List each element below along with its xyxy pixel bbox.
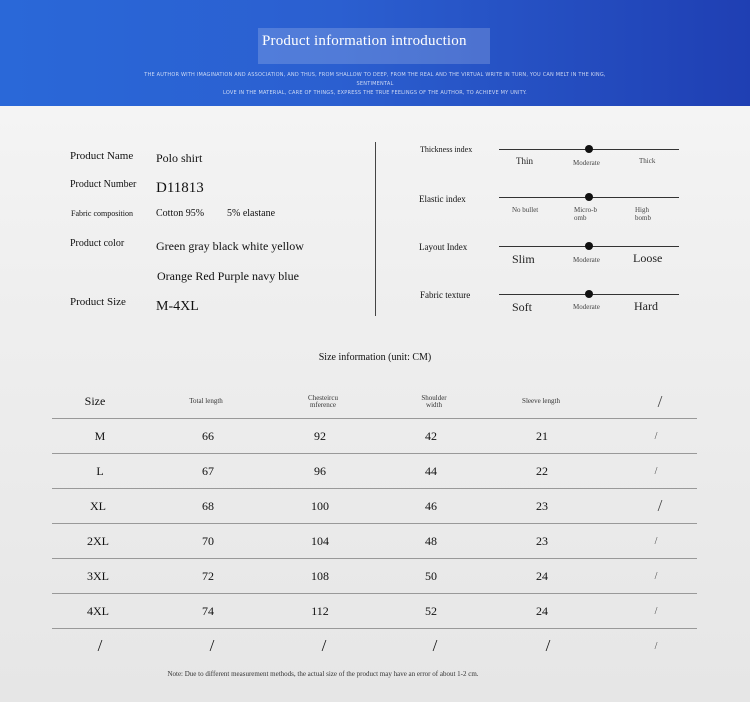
table-cell: 72 [202, 568, 214, 583]
table-cell: 2XL [87, 533, 109, 548]
table-cell: 92 [314, 428, 326, 443]
index-option: Thick [639, 157, 656, 165]
table-cell: 67 [202, 463, 214, 478]
measurement-note: Note: Due to different measurement methods, the actual size of the product may have an error of about 1-2 cm. [167, 670, 479, 678]
table-cell: 24 [536, 568, 548, 583]
table-cell: / [654, 605, 658, 617]
product-number-label: Product Number [70, 179, 137, 190]
table-cell: 112 [311, 603, 329, 618]
table-cell: 66 [202, 428, 214, 443]
table-row [52, 594, 697, 629]
table-cell: 23 [536, 533, 548, 548]
index-option: High bomb [635, 206, 651, 222]
table-cell: 42 [425, 428, 437, 443]
product-size-label: Product Size [70, 296, 126, 308]
table-cell: 52 [425, 603, 437, 618]
index-option: Micro-b omb [574, 206, 597, 222]
table-cell: / [657, 496, 663, 515]
index-knob [585, 145, 593, 153]
table-cell: / [654, 535, 658, 547]
table-cell: 4XL [87, 603, 109, 618]
table-cell: 48 [425, 533, 437, 548]
index-option: Slim [512, 252, 535, 266]
index-option: No bullet [512, 206, 539, 214]
table-cell: 108 [311, 568, 329, 583]
table-cell: 68 [202, 498, 214, 513]
table-cell: M [94, 428, 106, 443]
index-knob [585, 242, 593, 250]
index-label: Thickness index [420, 145, 473, 154]
index-option: Thin [516, 156, 533, 166]
table-row [52, 524, 697, 559]
table-cell: 74 [202, 603, 214, 618]
table-header-cell: Chesteircu mference [308, 393, 338, 409]
table-header-cell: Shoulder width [421, 393, 447, 409]
product-size-value: M-4XL [156, 299, 199, 314]
section-divider [375, 142, 376, 316]
table-header-cell: / [657, 391, 663, 411]
table-cell: 44 [425, 463, 437, 478]
table-row [52, 419, 697, 454]
table-cell: 3XL [87, 568, 109, 583]
table-cell: 96 [314, 463, 326, 478]
index-knob [585, 193, 593, 201]
table-cell: / [209, 636, 215, 655]
index-option: Moderate [573, 256, 600, 264]
header-banner [0, 0, 750, 106]
index-label: Layout Index [419, 242, 468, 252]
table-cell: XL [90, 498, 106, 513]
table-header-cell: Total length [189, 397, 223, 405]
product-color-value-2: Orange Red Purple navy blue [157, 269, 299, 283]
index-option: Loose [633, 251, 663, 265]
table-cell: / [432, 636, 438, 655]
table-cell: / [654, 570, 658, 582]
index-knob [585, 290, 593, 298]
table-cell: 21 [536, 428, 548, 443]
table-cell: 24 [536, 603, 548, 618]
index-option: Moderate [573, 303, 600, 311]
table-cell: 70 [202, 533, 214, 548]
product-name-value: Polo shirt [156, 151, 203, 165]
banner-subtitle [140, 71, 610, 98]
fabric-composition-value-2: 5% elastane [227, 208, 276, 219]
product-color-label: Product color [70, 238, 125, 249]
table-cell: 22 [536, 463, 548, 478]
table-row [52, 489, 697, 524]
size-table-caption: Size information (unit: CM) [318, 352, 432, 363]
table-cell: / [654, 465, 658, 477]
banner-title: Product information introduction [262, 33, 467, 49]
table-cell: / [321, 636, 327, 655]
index-option: Hard [634, 299, 658, 313]
table-row [52, 454, 697, 489]
banner-subtitle-line-1: THE AUTHOR WITH IMAGINATION AND ASSOCIATION, AND THUS, FROM SHALLOW TO DEEP, FROM THE REAL AND THE VIRTUAL WRITE IN TURN, YOU CAN MELT IN THE KING, SENTIMENTAL [144, 72, 606, 87]
product-number-value: D11813 [156, 180, 204, 196]
table-header-row [52, 385, 697, 419]
product-color-value-1: Green gray black white yellow [156, 239, 304, 253]
index-label: Elastic index [419, 194, 466, 204]
table-cell: 100 [311, 498, 329, 513]
fabric-composition-value-1: Cotton 95% [156, 208, 205, 219]
table-cell: 23 [536, 498, 548, 513]
table-row [52, 629, 697, 663]
table-header-cell: Sleeve length [522, 397, 560, 405]
table-row [52, 559, 697, 594]
table-cell: / [545, 636, 551, 655]
index-label: Fabric texture [420, 290, 471, 300]
banner-subtitle-line-2: LOVE IN THE MATERIAL, CARE OF THINGS, EXPRESS THE TRUE FEELINGS OF THE AUTHOR, TO ACHIEVE MY UNITY. [223, 90, 527, 96]
table-header-cell: Size [84, 394, 106, 408]
table-cell: L [96, 463, 104, 478]
size-table [52, 385, 697, 663]
table-cell: 46 [425, 498, 437, 513]
index-option: Soft [512, 300, 533, 314]
table-cell: 50 [425, 568, 437, 583]
table-cell: 104 [311, 533, 329, 548]
index-option: Moderate [573, 159, 600, 167]
table-cell: / [97, 636, 103, 655]
table-cell: / [654, 430, 658, 442]
fabric-composition-label: Fabric composition [71, 209, 133, 218]
product-name-label: Product Name [70, 150, 134, 162]
table-cell: / [654, 640, 658, 652]
